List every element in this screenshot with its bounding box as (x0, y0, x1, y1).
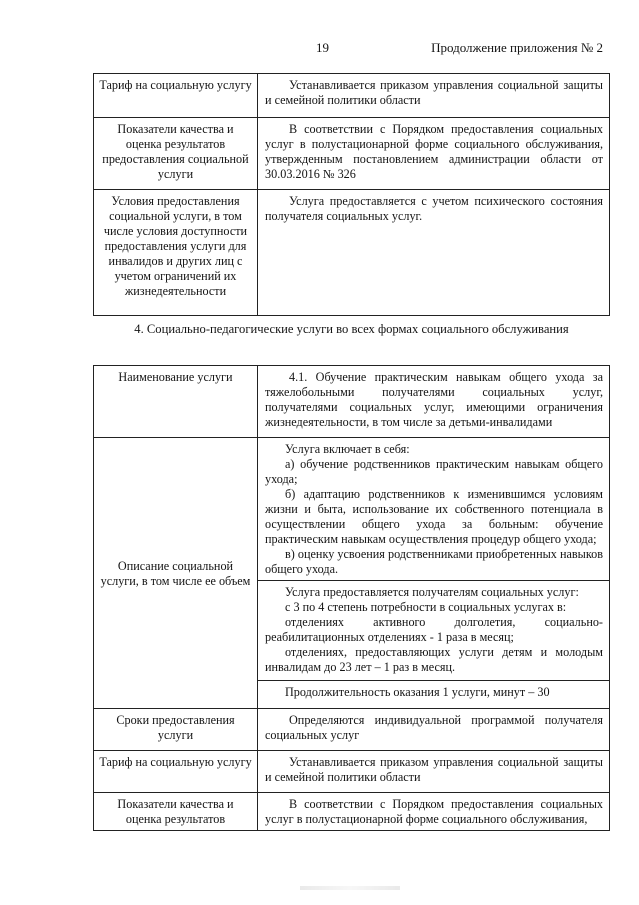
volume-need: с 3 по 4 степень потребности в социальных услугах в: (285, 600, 567, 614)
tariff-text: Устанавливается приказом управления социальной защиты и семейной политики области (265, 755, 603, 784)
row-value (258, 118, 610, 190)
name-value (258, 366, 610, 438)
row-label: Показатели качества и оценка результатов предоставления социальной услуги (94, 118, 258, 190)
row-text: В соответствии с Порядком предоставления социальных услуг в полустационарной форме социального обслуживания, утвержденным постановлением администрации области от 30.03.2016 № 326 (265, 122, 603, 181)
table-row (94, 793, 610, 831)
description-item-b: б) адаптацию родственников к изменившимся условиям жизни и быта, использование их собственного потенциала в осуществлении общего ухода за больным: обучение практическим навыкам осуществления процедур общего ухода; (265, 487, 603, 546)
volume-dept-1: отделениях активного долголетия, социально-реабилитационных отделениях - 1 раза в месяц; (265, 615, 603, 644)
description-intro: Услуга включает в себя: (285, 442, 410, 456)
volume-dept-2: отделениях, предоставляющих услуги детям и молодым инвалидам до 23 лет – 1 раз в месяц. (265, 645, 603, 674)
quality-value (258, 793, 610, 831)
description-content (258, 438, 610, 581)
service-name-text: 4.1. Обучение практическим навыкам общего ухода за тяжелобольными получателями социальных услуг, получателями социальных услуг, имеющими ограничения жизнедеятельности, в том числе за детьми-инвалидами (265, 370, 603, 429)
terms-text: Определяются индивидуальной программой получателя социальных услуг (265, 713, 603, 742)
row-text: Устанавливается приказом управления социальной защиты и семейной политики области (265, 78, 603, 107)
service-table-continued (93, 73, 610, 316)
quality-label: Показатели качества и оценка результатов (94, 793, 258, 831)
row-label: Тариф на социальную услугу (94, 74, 258, 118)
quality-text: В соответствии с Порядком предоставления социальных услуг в полустационарной форме социального обслуживания, (265, 797, 603, 826)
terms-label: Сроки предоставления услуги (94, 709, 258, 751)
duration-cell (258, 681, 610, 709)
name-label: Наименование услуги (94, 366, 258, 438)
description-item-a: а) обучение родственников практическим навыкам общего ухода; (265, 457, 603, 486)
description-label: Описание социальной услуги, в том числе ее объем (94, 438, 258, 709)
service-table-4-1 (93, 365, 610, 831)
table-row (94, 438, 610, 581)
row-value (258, 190, 610, 316)
description-item-c: в) оценку усвоения родственниками приобретенных навыков общего ухода. (265, 547, 603, 576)
tariff-label: Тариф на социальную услугу (94, 751, 258, 793)
table-row (94, 118, 610, 190)
volume-intro: Услуга предоставляется получателям социальных услуг: (285, 585, 579, 599)
scan-artifact (300, 886, 400, 890)
section-heading: 4. Социально-педагогические услуги во всех формах социального обслуживания (134, 322, 569, 336)
table-row (94, 366, 610, 438)
table-row (94, 190, 610, 316)
description-volume (258, 581, 610, 681)
table-row (94, 74, 610, 118)
table-row (94, 751, 610, 793)
row-label: Условия предоставления социальной услуги, в том числе условия доступности предоставления услуги для инвалидов и других лиц с учетом ограничений их жизнедеятельности (94, 190, 258, 316)
appendix-note: Продолжение приложения № 2 (431, 40, 603, 55)
tariff-value (258, 751, 610, 793)
table-row (94, 709, 610, 751)
page-number: 19 (316, 40, 329, 55)
duration-text: Продолжительность оказания 1 услуги, минут – 30 (285, 685, 550, 699)
row-value (258, 74, 610, 118)
terms-value (258, 709, 610, 751)
row-text: Услуга предоставляется с учетом психического состояния получателя социальных услуг. (265, 194, 603, 223)
